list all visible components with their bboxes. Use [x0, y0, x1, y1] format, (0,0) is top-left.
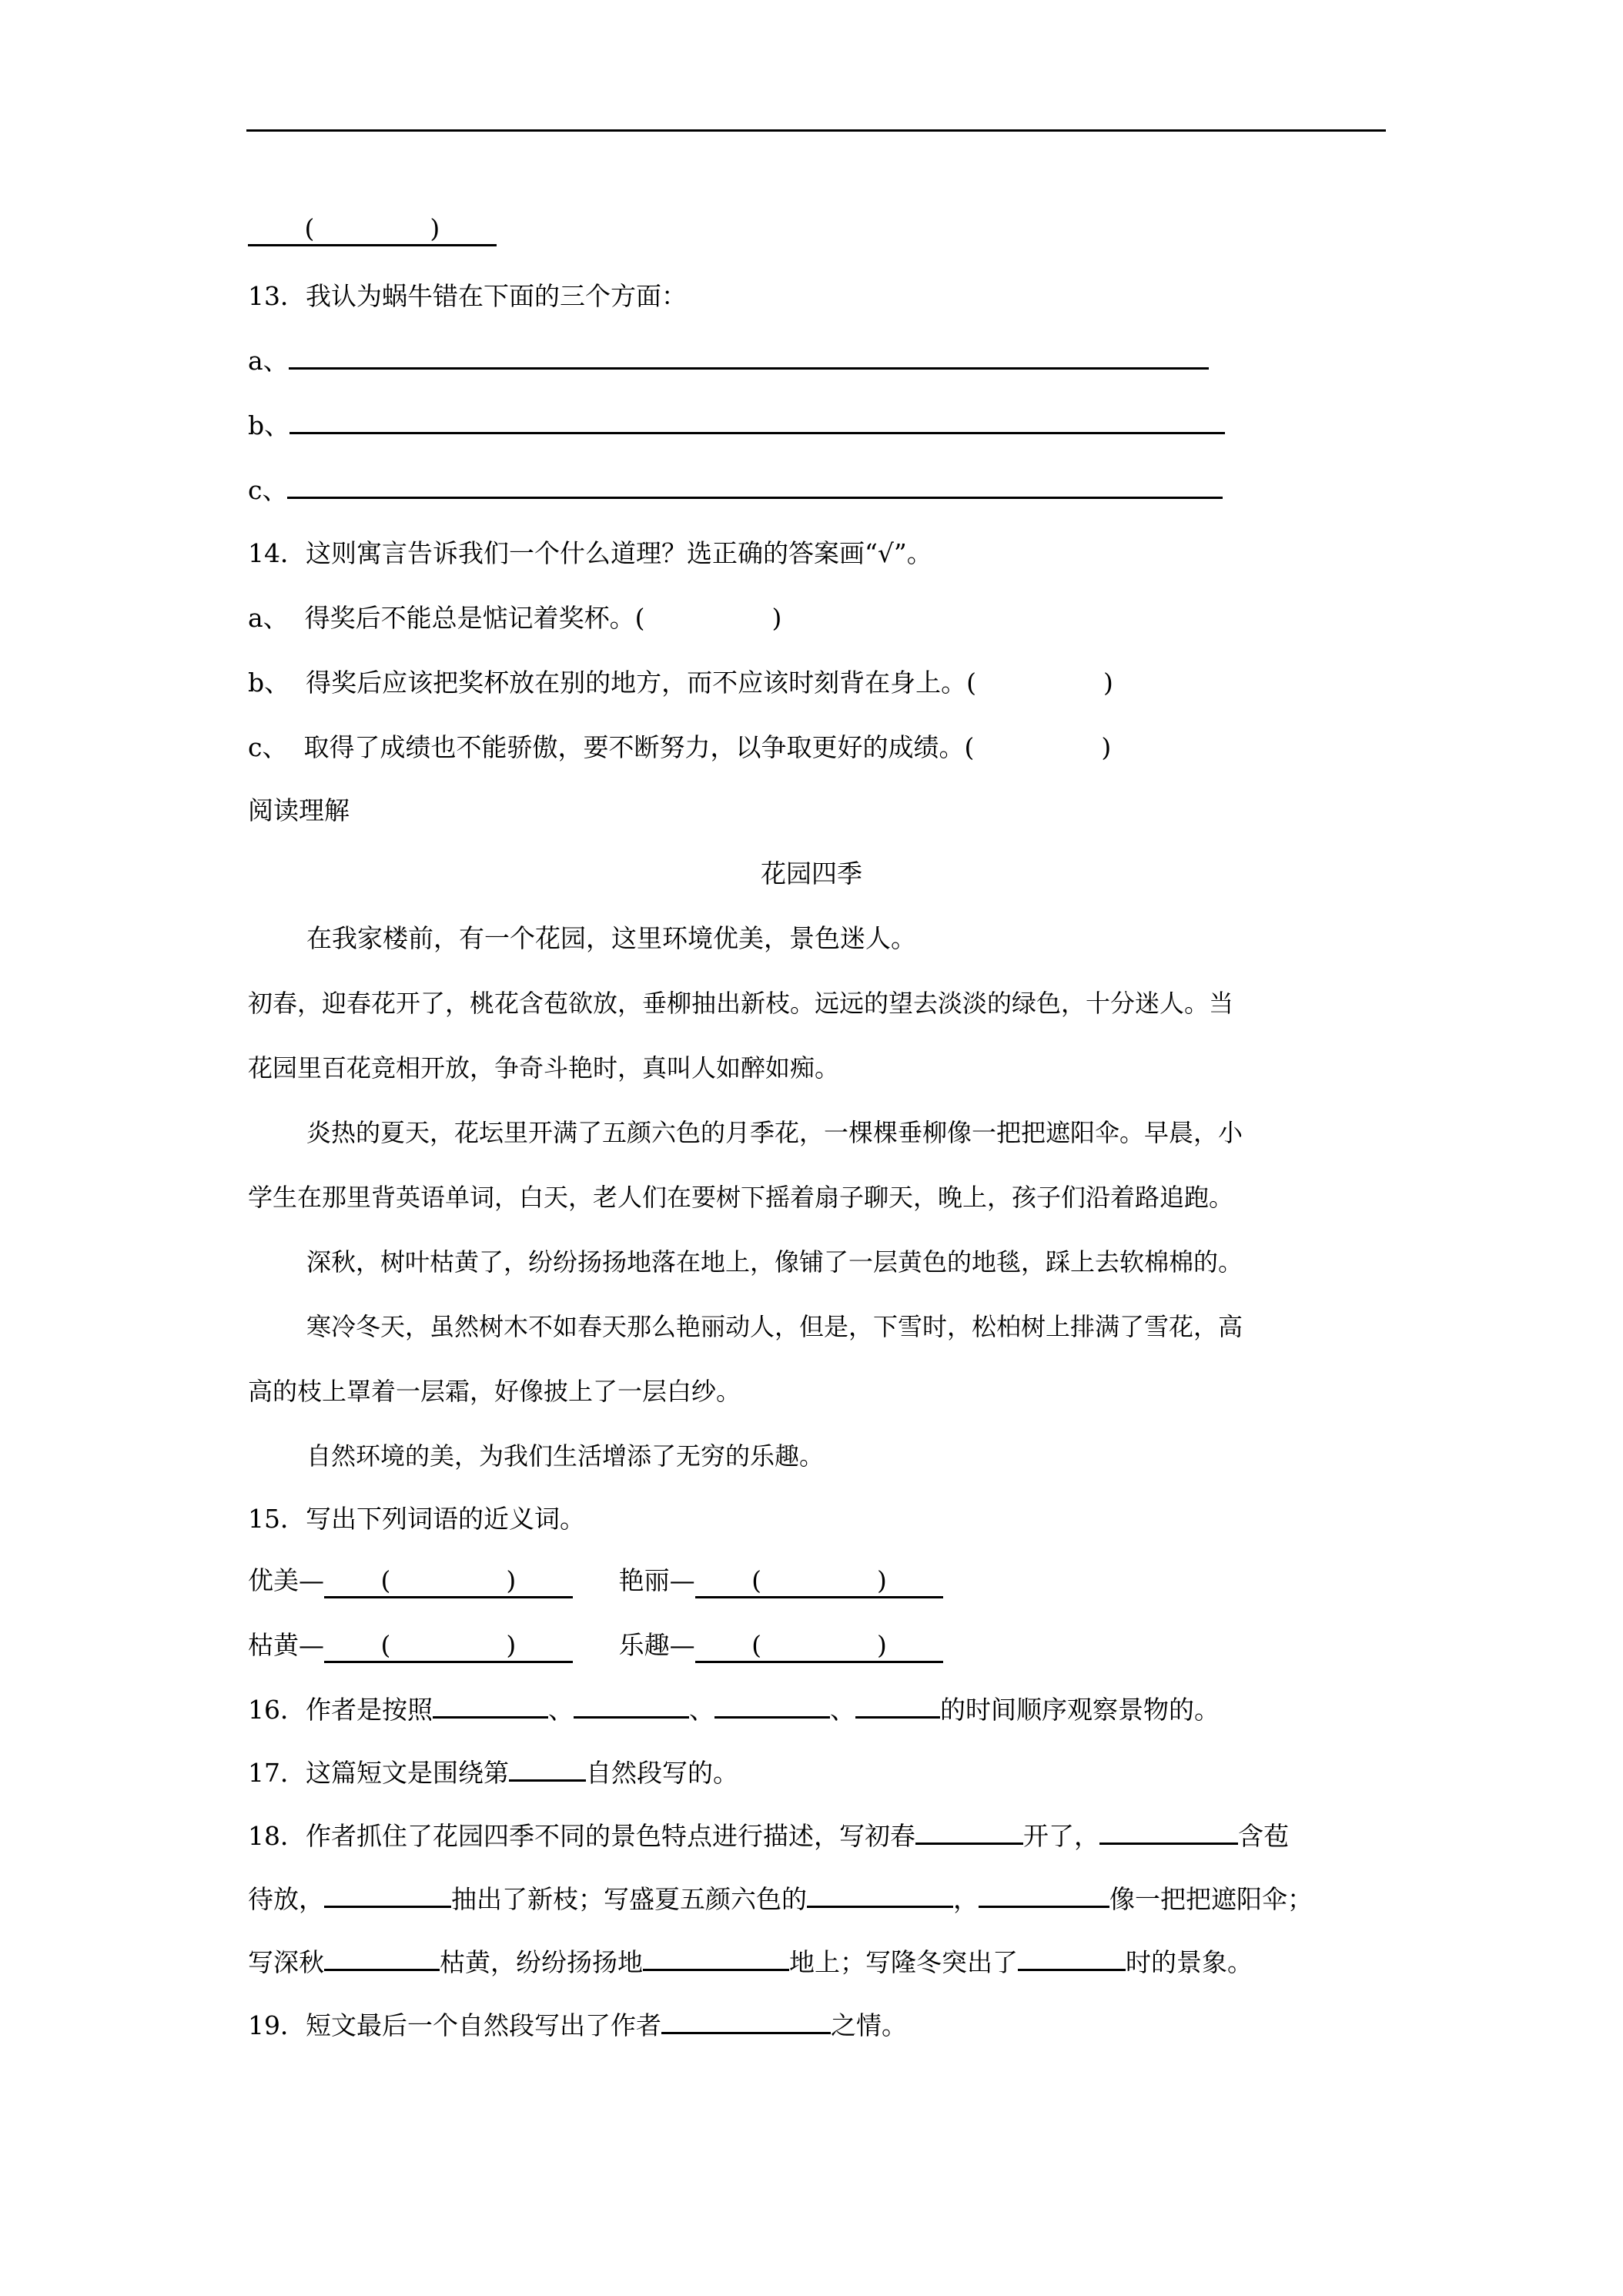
passage-p2-line2: 花园里百花竞相开放，争奇斗艳时，真叫人如醉如痴。	[248, 1053, 840, 1083]
q14-prompt: 14．这则寓言告诉我们一个什么道理？选正确的答案画“√”。	[248, 538, 932, 568]
q15-row2: 枯黄— ( ) 乐趣— ( )	[248, 1628, 943, 1663]
passage-p6: 自然环境的美，为我们生活增添了无穷的乐趣。	[306, 1441, 825, 1471]
q14-option-a: a、 得奖后不能总是惦记着奖杯。( )	[248, 603, 782, 633]
q15-row1: 优美— ( ) 艳丽— ( )	[248, 1563, 943, 1598]
q13-line-b: b、	[248, 408, 1225, 443]
q17: 17．这篇短文是围绕第 自然段写的。	[248, 1758, 738, 1788]
passage-p3-line1: 炎热的夏天，花坛里开满了五颜六色的月季花，一棵棵垂柳像一把把遮阳伞。早晨，小	[306, 1118, 1243, 1147]
q16: 16．作者是按照 、 、 、 的时间顺序观察景物的。	[248, 1695, 1220, 1725]
q13-line-a: a、	[248, 343, 1209, 379]
header-rule	[246, 129, 1386, 132]
passage-p3-line2: 学生在那里背英语单词，白天，老人们在要树下摇着扇子聊天，晚上，孩子们沿着路追跑。	[248, 1183, 1234, 1212]
passage-p2-line1: 初春，迎春花开了，桃花含苞欲放，垂柳抽出新枝。远远的望去淡淡的绿色，十分迷人。当	[248, 989, 1234, 1018]
q13-line-c: c、	[248, 473, 1223, 508]
q18-line2: 待放， 抽出了新枝；写盛夏五颜六色的 ， 像一把把遮阳伞；	[248, 1884, 1313, 1914]
q14-option-c: c、 取得了成绩也不能骄傲，要不断努力，以争取更好的成绩。( )	[248, 732, 1112, 762]
passage-title: 花园四季	[761, 858, 862, 889]
q19: 19．短文最后一个自然段写出了作者 之情。	[248, 2010, 907, 2040]
passage-p5-line2: 高的枝上罩着一层霜，好像披上了一层白纱。	[248, 1377, 741, 1406]
passage-p5-line1: 寒冷冬天，虽然树木不如春天那么艳丽动人，但是，下雪时，松柏树上排满了雪花，高	[306, 1312, 1243, 1341]
passage-p1: 在我家楼前，有一个花园，这里环境优美，景色迷人。	[306, 923, 916, 953]
q12-answer-blank: ( )	[248, 211, 497, 246]
q18-line1: 18．作者抓住了花园四季不同的景色特点进行描述，写初春 开了， 含苞	[248, 1821, 1289, 1851]
section-heading: 阅读理解	[248, 795, 350, 825]
q13-prompt: 13．我认为蜗牛错在下面的三个方面：	[248, 281, 687, 311]
q15-prompt: 15．写出下列词语的近义词。	[248, 1504, 585, 1534]
q18-line3: 写深秋 枯黄，纷纷扬扬地 地上；写隆冬突出了 时的景象。	[248, 1947, 1253, 1977]
passage-p4: 深秋，树叶枯黄了，纷纷扬扬地落在地上，像铺了一层黄色的地毯，踩上去软棉棉的。	[306, 1247, 1243, 1277]
q14-option-b: b、 得奖后应该把奖杯放在别的地方，而不应该时刻背在身上。( )	[248, 668, 1113, 698]
